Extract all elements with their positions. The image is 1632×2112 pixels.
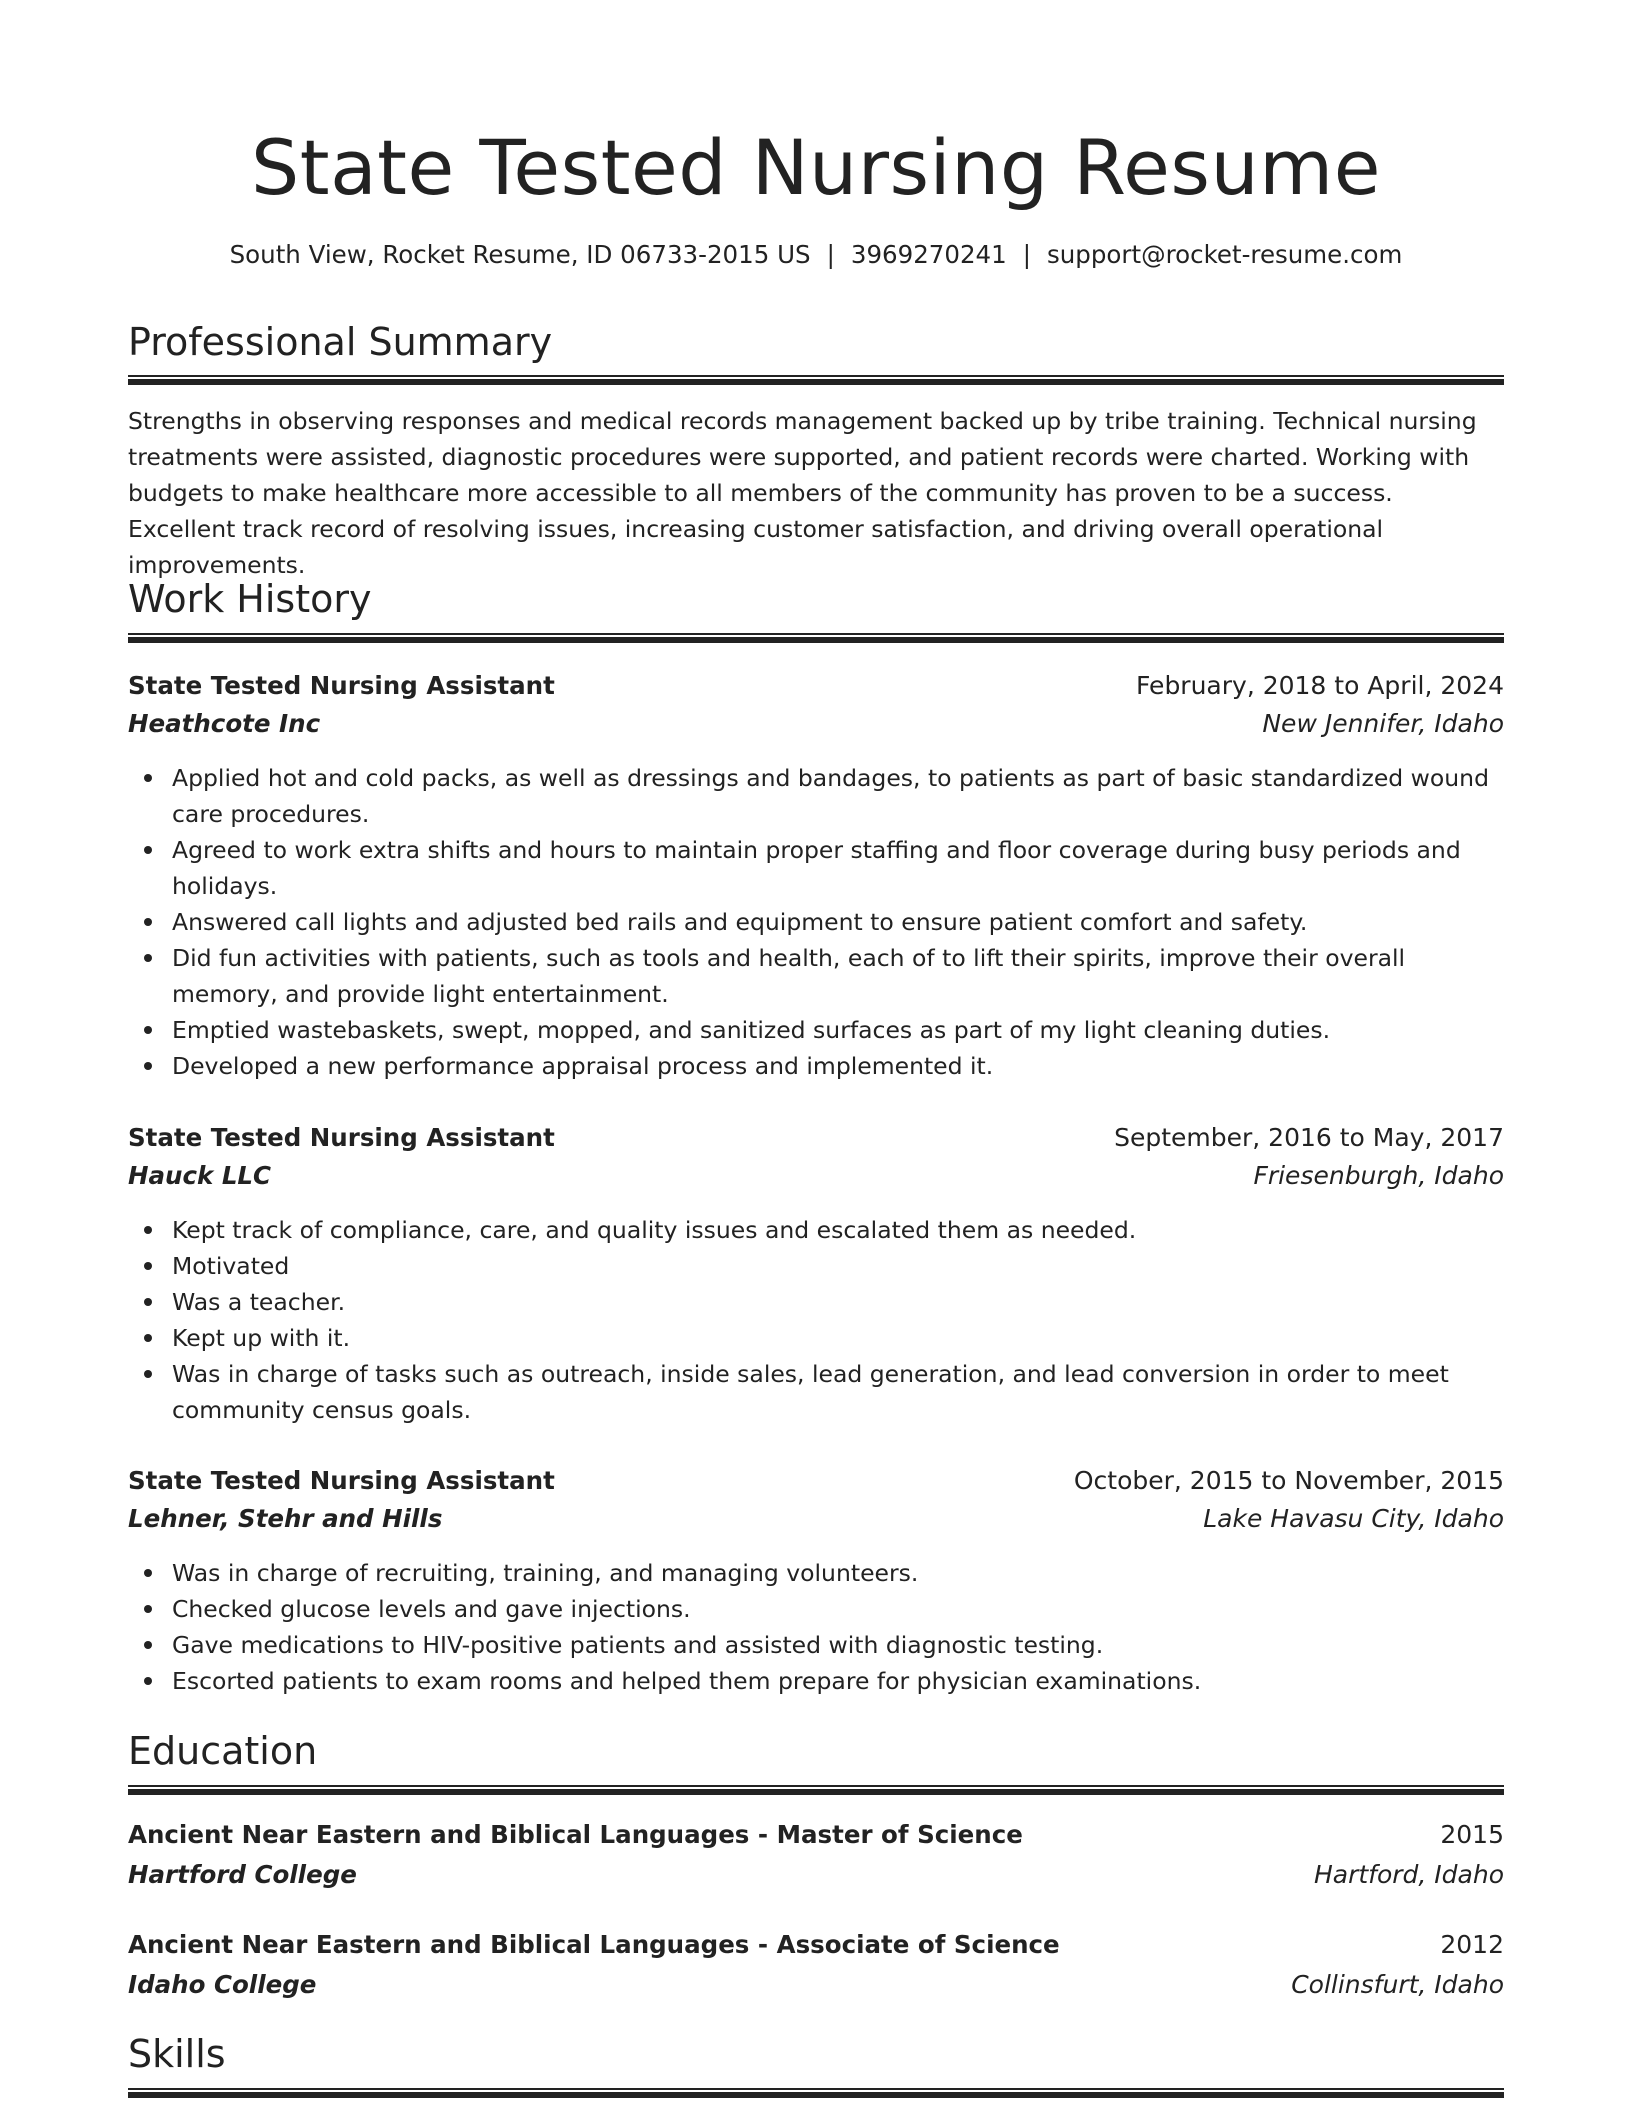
summary-heading: Professional Summary bbox=[128, 320, 553, 364]
job-employer: Hauck LLC bbox=[128, 1161, 272, 1190]
job-employer: Lehner, Stehr and Hills bbox=[128, 1504, 443, 1533]
job-duties-list bbox=[128, 1212, 1504, 1428]
job-duty: Kept up with it. bbox=[172, 1320, 1504, 1356]
contact-phone: 3969270241 bbox=[850, 240, 1007, 269]
job-duty: Checked glucose levels and gave injections. bbox=[172, 1591, 1504, 1627]
job-duty: Was a teacher. bbox=[172, 1284, 1504, 1320]
job-employer: Heathcote Inc bbox=[128, 709, 321, 738]
skills-heading: Skills bbox=[128, 2032, 226, 2076]
section-divider bbox=[128, 375, 1504, 385]
job-title: State Tested Nursing Assistant bbox=[128, 1123, 555, 1152]
section-divider bbox=[128, 633, 1504, 643]
job-duties-list bbox=[128, 760, 1504, 1084]
education-subheader bbox=[128, 1966, 1504, 2004]
job-duty: Was in charge of recruiting, training, and managing volunteers. bbox=[172, 1555, 1504, 1591]
education-degree: Ancient Near Eastern and Biblical Languages - Associate of Science bbox=[128, 1930, 1060, 1959]
job-title: State Tested Nursing Assistant bbox=[128, 671, 555, 700]
job-duty: Escorted patients to exam rooms and helped them prepare for physician examinations. bbox=[172, 1663, 1504, 1699]
contact-line bbox=[128, 238, 1504, 272]
job-location: Friesenburgh, Idaho bbox=[1253, 1161, 1504, 1190]
education-header bbox=[128, 1816, 1504, 1854]
job-location: New Jennifer, Idaho bbox=[1262, 709, 1504, 738]
job-duty: Kept track of compliance, care, and quality issues and escalated them as needed. bbox=[172, 1212, 1504, 1248]
job-title: State Tested Nursing Assistant bbox=[128, 1466, 555, 1495]
job-dates: October, 2015 to November, 2015 bbox=[1073, 1466, 1504, 1495]
contact-separator: | bbox=[1022, 240, 1032, 269]
education-year: 2015 bbox=[1440, 1820, 1504, 1849]
job-duty: Developed a new performance appraisal process and implemented it. bbox=[172, 1048, 1504, 1084]
job-subheader bbox=[128, 1500, 1504, 1538]
job-subheader bbox=[128, 1157, 1504, 1195]
job-dates: September, 2016 to May, 2017 bbox=[1114, 1123, 1504, 1152]
summary-text: Strengths in observing responses and medical records management backed up by tribe training. Technical nursing treatments were assisted, diagnostic procedures were supported, and patient records were charted. Working with budgets to make healthcare more accessible to all members of the community has proven to be a success. Excellent track record of resolving issues, increasing customer satisfaction, and driving overall operational improvements. bbox=[128, 407, 1477, 579]
education-header bbox=[128, 1926, 1504, 1964]
job-subheader bbox=[128, 705, 1504, 743]
resume-title: State Tested Nursing Resume bbox=[251, 123, 1381, 212]
work-history-heading: Work History bbox=[128, 577, 372, 621]
job-duty: Applied hot and cold packs, as well as dressings and bandages, to patients as part of basic standardized wound care procedures. bbox=[172, 760, 1504, 832]
education-school: Hartford College bbox=[128, 1860, 357, 1889]
education-location: Collinsfurt, Idaho bbox=[1291, 1970, 1504, 1999]
job-duty: Motivated bbox=[172, 1248, 1504, 1284]
job-header bbox=[128, 667, 1504, 705]
job-duties-list bbox=[128, 1555, 1504, 1699]
education-location: Hartford, Idaho bbox=[1313, 1860, 1504, 1889]
education-year: 2012 bbox=[1440, 1930, 1504, 1959]
job-duty: Was in charge of tasks such as outreach, inside sales, lead generation, and lead conversion in order to meet community census goals. bbox=[172, 1356, 1504, 1428]
job-duty: Did fun activities with patients, such as tools and health, each of to lift their spirits, improve their overall memory, and provide light entertainment. bbox=[172, 940, 1504, 1012]
job-dates: February, 2018 to April, 2024 bbox=[1136, 671, 1504, 700]
job-duty: Agreed to work extra shifts and hours to maintain proper staffing and floor coverage during busy periods and holidays. bbox=[172, 832, 1504, 904]
job-duty: Gave medications to HIV-positive patients and assisted with diagnostic testing. bbox=[172, 1627, 1504, 1663]
job-header bbox=[128, 1462, 1504, 1500]
education-heading: Education bbox=[128, 1729, 318, 1773]
job-duty: Emptied wastebaskets, swept, mopped, and sanitized surfaces as part of my light cleaning duties. bbox=[172, 1012, 1504, 1048]
job-header bbox=[128, 1119, 1504, 1157]
contact-separator: | bbox=[826, 240, 835, 269]
contact-email[interactable]: support@rocket-resume.com bbox=[1047, 240, 1403, 269]
job-location: Lake Havasu City, Idaho bbox=[1203, 1504, 1504, 1533]
education-subheader bbox=[128, 1856, 1504, 1894]
section-divider bbox=[128, 1785, 1504, 1795]
contact-address: South View, Rocket Resume, ID 06733-2015 US bbox=[229, 240, 811, 269]
job-duty: Answered call lights and adjusted bed rails and equipment to ensure patient comfort and safety. bbox=[172, 904, 1504, 940]
education-degree: Ancient Near Eastern and Biblical Languages - Master of Science bbox=[128, 1820, 1023, 1849]
section-divider bbox=[128, 2088, 1504, 2098]
education-school: Idaho College bbox=[128, 1970, 317, 1999]
